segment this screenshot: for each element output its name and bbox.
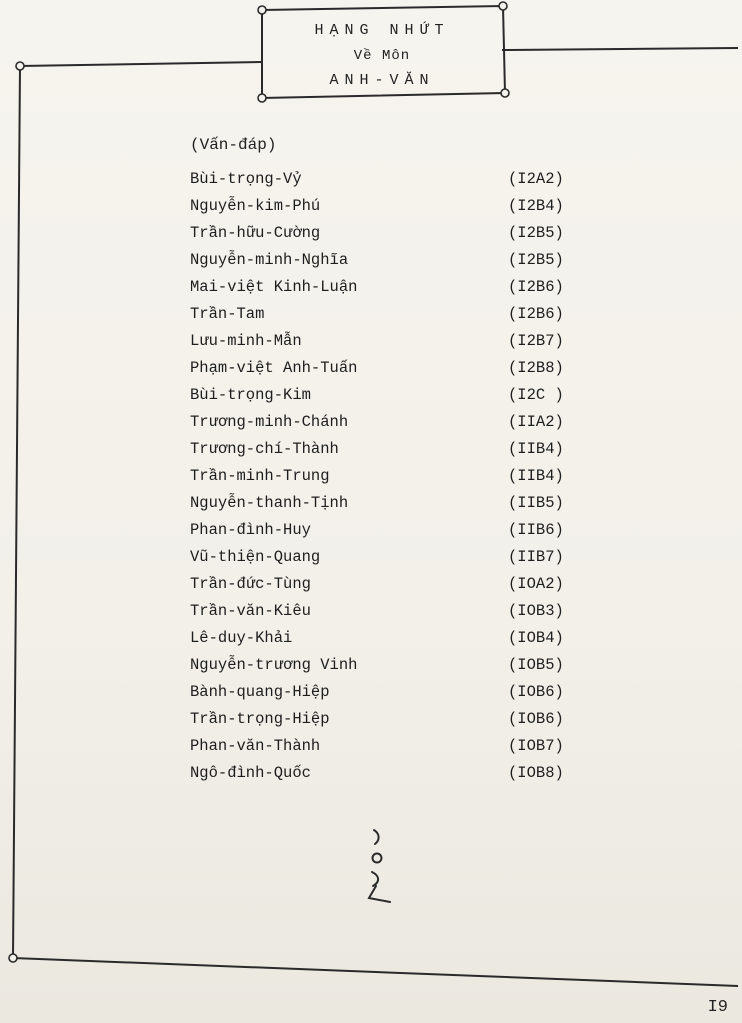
student-name: Nguyễn-thanh-Tịnh	[190, 494, 349, 512]
student-name: Phan-văn-Thành	[190, 737, 321, 755]
list-item	[186, 330, 586, 357]
exam-type-label: (Vấn-đáp)	[190, 136, 277, 154]
student-class: (I2B5)	[508, 251, 564, 269]
student-name: Bành-quang-Hiệp	[190, 683, 330, 701]
student-name: Vũ-thiện-Quang	[190, 548, 321, 566]
student-name: Trần-Tam	[190, 305, 265, 323]
student-class: (I2B6)	[508, 305, 564, 323]
student-name: Trần-minh-Trung	[190, 467, 330, 485]
student-class: (IOB3)	[508, 602, 564, 620]
list-item	[186, 384, 586, 411]
student-class: (I2A2)	[508, 170, 564, 188]
list-item	[186, 600, 586, 627]
student-class: (IIB4)	[508, 440, 564, 458]
list-item	[186, 276, 586, 303]
student-class: (I2B6)	[508, 278, 564, 296]
student-name: Trần-trọng-Hiệp	[190, 710, 330, 728]
student-class: (IIB4)	[508, 467, 564, 485]
student-class: (I2B4)	[508, 197, 564, 215]
student-class: (I2C )	[508, 386, 564, 404]
student-name: Lê-duy-Khải	[190, 629, 293, 647]
title-subject: ANH-VĂN	[329, 72, 435, 89]
list-item	[186, 438, 586, 465]
student-class: (IIB7)	[508, 548, 564, 566]
title-rank: HẠNG NHỨT	[314, 22, 450, 39]
list-item	[186, 627, 586, 654]
student-class: (IOB8)	[508, 764, 564, 782]
student-class: (IOB6)	[508, 710, 564, 728]
student-class: (IIB5)	[508, 494, 564, 512]
student-name: Phạm-việt Anh-Tuấn	[190, 359, 358, 377]
student-name: Phan-đình-Huy	[190, 521, 311, 539]
student-name: Trần-đức-Tùng	[190, 575, 311, 593]
student-class: (IOB4)	[508, 629, 564, 647]
list-item	[186, 681, 586, 708]
list-item	[186, 168, 586, 195]
student-class: (IOA2)	[508, 575, 564, 593]
student-name: Nguyễn-minh-Nghĩa	[190, 251, 349, 269]
student-class: (I2B8)	[508, 359, 564, 377]
list-item	[186, 411, 586, 438]
student-name: Ngô-đình-Quốc	[190, 764, 311, 782]
student-name: Lưu-minh-Mẫn	[190, 332, 302, 350]
list-item	[186, 222, 586, 249]
list-item	[186, 195, 586, 222]
list-item	[186, 654, 586, 681]
student-name: Bùi-trọng-Kim	[190, 386, 311, 404]
student-name: Trần-văn-Kiêu	[190, 602, 311, 620]
list-item	[186, 465, 586, 492]
student-class: (I2B5)	[508, 224, 564, 242]
list-item	[186, 519, 586, 546]
student-name: Bùi-trọng-Vỷ	[190, 170, 302, 188]
student-name: Nguyễn-kim-Phú	[190, 197, 321, 215]
list-item	[186, 735, 586, 762]
student-name: Trần-hữu-Cường	[190, 224, 321, 242]
end-ornament	[360, 828, 400, 908]
student-class: (IOB7)	[508, 737, 564, 755]
student-class: (IOB5)	[508, 656, 564, 674]
page-number: I9	[707, 998, 728, 1017]
student-class: (IIB6)	[508, 521, 564, 539]
student-name: Nguyễn-trương Vinh	[190, 656, 358, 674]
student-name: Trương-chí-Thành	[190, 440, 339, 458]
list-item	[186, 708, 586, 735]
student-class: (I2B7)	[508, 332, 564, 350]
student-class: (IIA2)	[508, 413, 564, 431]
list-item	[186, 573, 586, 600]
list-item	[186, 546, 586, 573]
student-class: (IOB6)	[508, 683, 564, 701]
list-item	[186, 357, 586, 384]
student-name: Mai-việt Kinh-Luận	[190, 278, 358, 296]
list-item	[186, 762, 586, 789]
student-name: Trương-minh-Chánh	[190, 413, 349, 431]
list-item	[186, 303, 586, 330]
list-item	[186, 492, 586, 519]
list-item	[186, 249, 586, 276]
title-box	[262, 10, 502, 98]
student-list	[186, 168, 586, 789]
title-subject-prefix: Về Môn	[353, 48, 411, 64]
